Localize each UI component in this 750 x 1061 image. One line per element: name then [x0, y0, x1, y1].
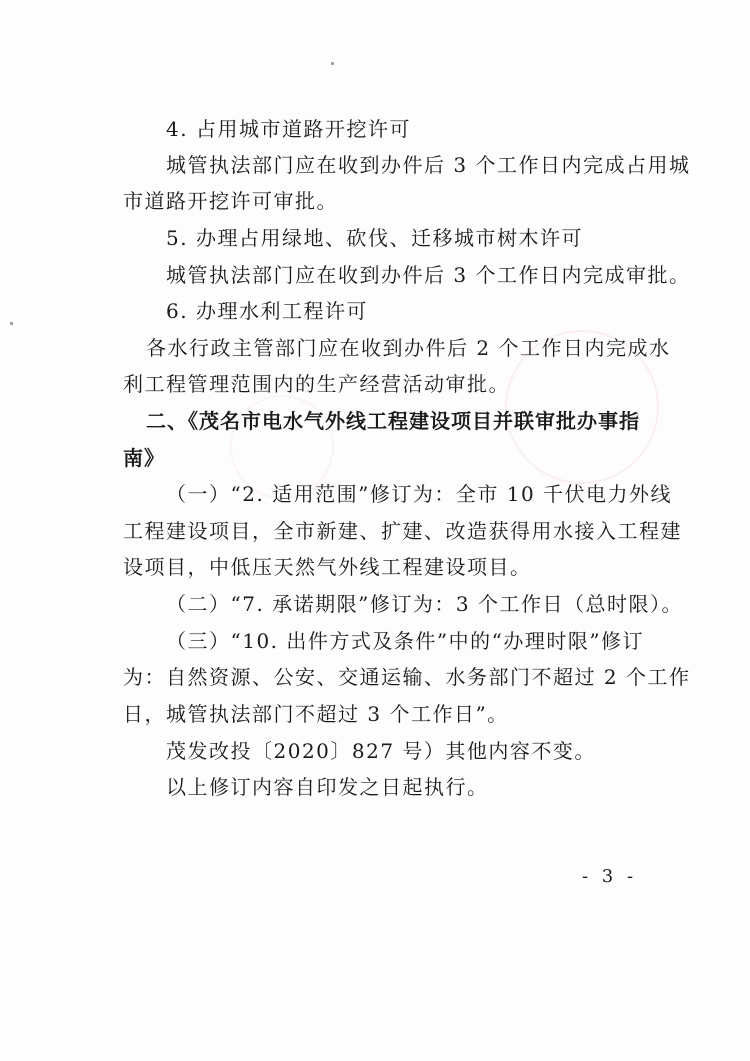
page-number: - 3 -: [582, 866, 638, 887]
item-6-heading: 6. 办理水利工程许可: [166, 299, 368, 323]
item-4-body-line-1: 城管执法部门应在收到办件后 3 个工作日内完成占用城: [166, 153, 691, 177]
scan-speck: [331, 62, 334, 65]
amendment-3-line-1: （三）“10. 出件方式及条件”中的“办理时限”修订: [166, 629, 645, 653]
amendment-1-line-3: 设项目，中低压天然气外线工程建设项目。: [123, 555, 532, 579]
scan-speck: [10, 322, 13, 325]
item-4-body-line-2: 市道路开挖许可审批。: [123, 189, 338, 213]
effective-date-note: 以上修订内容自印发之日起执行。: [166, 775, 489, 799]
amendment-2: （二）“7. 承诺期限”修订为：3 个工作日（总时限）。: [166, 592, 683, 616]
item-4-heading: 4. 占用城市道路开挖许可: [166, 117, 411, 141]
amendment-3-line-2: 为：自然资源、公安、交通运输、水务部门不超过 2 个工作: [123, 665, 691, 689]
unchanged-content-note: 茂发改投〔2020〕827 号）其他内容不变。: [166, 739, 596, 763]
section-2-heading-line-2: 南》: [123, 446, 165, 470]
item-6-body-line-1: 各水行政主管部门应在收到办件后 2 个工作日内完成水: [146, 336, 671, 360]
item-5-heading: 5. 办理占用绿地、砍伐、迁移城市树木许可: [166, 226, 583, 250]
section-2-heading-line-1: 二、《茂名市电水气外线工程建设项目并联审批办事指: [146, 409, 640, 433]
amendment-1-line-2: 工程建设项目，全市新建、扩建、改造获得用水接入工程建: [123, 519, 682, 543]
amendment-1-line-1: （一）“2. 适用范围”修订为：全市 10 千伏电力外线: [166, 482, 673, 506]
item-5-body: 城管执法部门应在收到办件后 3 个工作日内完成审批。: [166, 263, 691, 287]
amendment-3-line-3: 日，城管执法部门不超过 3 个工作日”。: [123, 702, 509, 726]
item-6-body-line-2: 利工程管理范围内的生产经营活动审批。: [123, 372, 510, 396]
